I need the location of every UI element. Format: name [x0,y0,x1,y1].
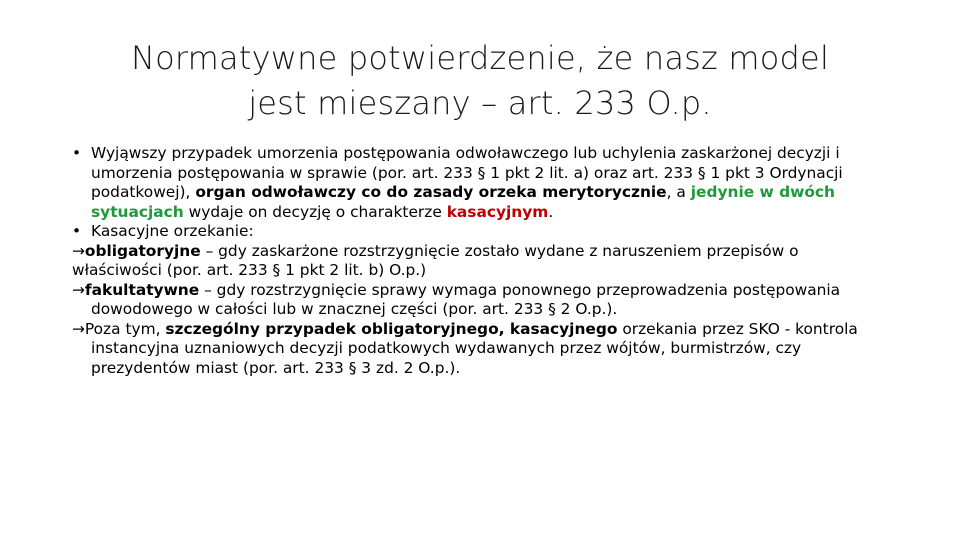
p1-text-7: . [548,202,554,221]
bullet-paragraph-2 [72,222,892,242]
p1-text-1: Wyjąwszy przypadek umorzenia postępowania odwoławczego lub uchylenia zaskarżonej decyzji i umorzenia postępowania w sprawie (por. art. 233 § 1 pkt 2 lit. a) oraz art. 233 § 1 pkt 3 Ordynacji podatkowej), [91,144,843,201]
p5-text-3: orzekania przez SKO - kontrola instancyjna uznaniowych decyzji podatkowych wydawanych przez wójtów, burmistrzów, czy prezydentów miast (por. art. 233 § 3 zd. 2 O.p.). [91,319,858,377]
title-line-2: jest mieszany – art. 233 O.p. [248,84,712,122]
slide-title [60,36,900,126]
slide-body [72,144,892,378]
arrow-right-icon: → [72,280,85,299]
p1-red-text: kasacyjnym [446,202,549,221]
p1-text-3: , a [666,183,691,201]
arrow-right-icon: → [72,319,85,338]
title-line-1: Normatywne potwierdzenie, że nasz model [130,39,830,77]
p3-bold-text: obligatoryjne [84,241,201,260]
arrow-paragraph-optional [72,281,892,320]
bullet-paragraph-1 [72,144,892,222]
p1-bold-text: organ odwoławczy co do zasady orzeka merytorycznie [195,183,667,201]
arrow-paragraph-special-case [72,320,892,379]
bullet-icon: • [72,222,82,240]
p3-text: – gdy zaskarżone rozstrzygnięcie zostało wydane z naruszeniem przepisów o właściwości (por. art. 233 § 1 pkt 2 lit. b) O.p.) [72,241,799,279]
p1-green-text: jedynie w dwóch sytuacjach [91,183,835,221]
bullet-icon: • [72,144,82,162]
arrow-right-icon: → [72,241,85,260]
p5-bold-text: szczególny przypadek obligatoryjnego, kasacyjnego [165,319,618,338]
p5-text-1: Poza tym, [84,319,166,338]
p4-text: – gdy rozstrzygnięcie sprawy wymaga ponownego przeprowadzenia postępowania dowodowego w całości lub w znacznej części (por. art. 233 § 2 O.p.). [91,280,841,318]
p4-bold-text: fakultatywne [84,280,200,299]
p1-text-5: wydaje on decyzję o charakterze [183,202,447,221]
p2-text: Kasacyjne orzekanie: [91,222,254,240]
arrow-paragraph-obligatory [72,242,892,281]
